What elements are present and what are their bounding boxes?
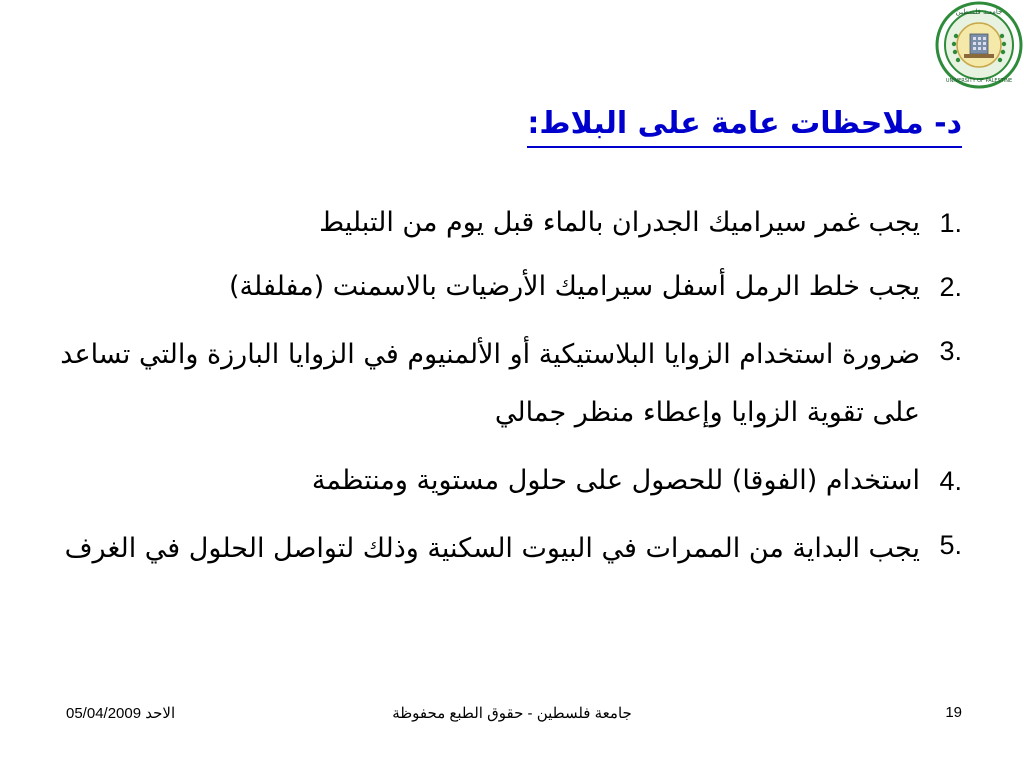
footer-copyright: جامعة فلسطين - حقوق الطبع محفوظة	[392, 705, 632, 722]
logo-ring-text: جامعـة فلسطين	[955, 8, 1003, 16]
footer-page-number: 19	[945, 704, 962, 721]
list-item-number: 2.	[939, 272, 962, 302]
slide-title: د- ملاحظات عامة على البلاط:	[527, 104, 962, 148]
notes-list	[40, 198, 962, 592]
list-item	[40, 326, 962, 442]
list-item	[40, 520, 962, 578]
list-item-text: يجب خلط الرمل أسفل سيراميك الأرضيات بالاسمنت (مفلفلة)	[229, 271, 920, 302]
university-seal-icon	[934, 0, 1024, 90]
footer-date: الاحد 05/04/2009	[66, 705, 176, 722]
list-item	[40, 262, 962, 312]
list-item-number: 1.	[939, 208, 962, 238]
university-logo	[934, 0, 1024, 90]
list-item-number: 3.	[939, 336, 962, 366]
svg-text:UNIVERSITY OF PALESTINE: UNIVERSITY OF PALESTINE	[945, 78, 1013, 84]
list-item-number: 5.	[939, 530, 962, 560]
list-item-text: يجب غمر سيراميك الجدران بالماء قبل يوم من التبليط	[319, 207, 920, 238]
list-item-text: استخدام (الفوقا) للحصول على حلول مستوية ومنتظمة	[311, 465, 920, 496]
list-item	[40, 456, 962, 506]
list-item-text: يجب البداية من الممرات في البيوت السكنية وذلك لتواصل الحلول في الغرف	[64, 533, 920, 564]
list-item-text: ضرورة استخدام الزوايا البلاستيكية أو الألمنيوم في الزوايا البارزة والتي تساعد على تقوية الزوايا وإعطاء منظر جمالي	[60, 339, 920, 428]
list-item	[40, 198, 962, 248]
list-item-number: 4.	[939, 466, 962, 496]
